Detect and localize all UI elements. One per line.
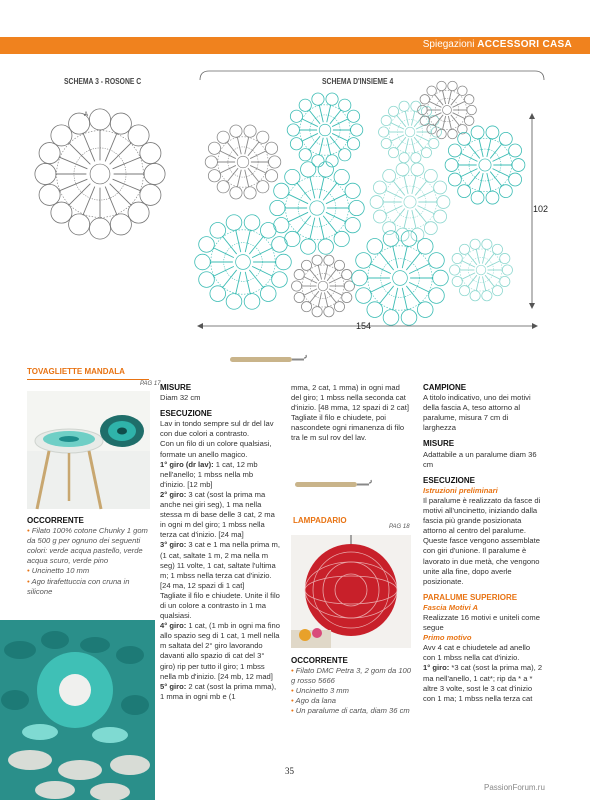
motifs-assembly-diagram (195, 90, 525, 320)
motif (418, 81, 477, 139)
motif (195, 215, 292, 310)
fascia-text: Realizzate 16 motivi e uniteli come segue (423, 612, 540, 633)
marker-a: A (84, 112, 89, 118)
campione-text: A titolo indicativo, uno dei motivi della fascia A, teso attorno al paralume, misura 7 cm di larghezza (423, 393, 531, 433)
primo-motivo-text: Avv 4 cat e chiudetele ad anello con 1 mbss nella cat d'inizio. (423, 643, 531, 663)
crochet-hook-icon (228, 353, 308, 367)
occorrente-2-item-3: • Ago da lana (291, 696, 337, 706)
occorrente-2 (291, 656, 411, 717)
occorrente-1-item-2: • Uncinetto 10 mm (27, 566, 90, 576)
esecuzione-heading: ESECUZIONE (160, 409, 213, 419)
insieme-label: SCHEMA D'INSIEME 4 (322, 77, 394, 86)
giro-3: 3° giro: 3 cat e 1 ma nella prima m, (1 cat, saltate 1 m, 2 ma nella m seg) 11 volte, 1 cat, saltate l'ultima m; 1 mbss nella terza cat d'inizio. [24 ma, 12 spazi di 1 cat] (160, 540, 280, 590)
giro-1: 1° giro (dr lav): 1 cat, 12 mb nell'anello; 1 mbss nella mb d'inizio. [12 mb] (160, 459, 258, 489)
column-4 (423, 383, 543, 704)
lampadario-title: LAMPADARIO (293, 516, 347, 525)
misure-text: Diam 32 cm (160, 393, 201, 403)
primo-giro-1: 1° giro: *3 cat (sost la prima ma), 2 ma nell'anello, 1 cat*; rip da * a * altre 3 volte, sost le 3 cat d'inizio con 1 ma; 1 mbss nella terza cat (423, 663, 543, 703)
column-2 (160, 383, 280, 702)
occorrente-2-title: OCCORRENTE (291, 656, 348, 665)
motif (292, 255, 355, 317)
misure-heading: MISURE (160, 383, 192, 392)
tovagliette-title: TOVAGLIETTE MANDALA (27, 367, 125, 376)
paralume-heading: PARALUME SUPERIORE (423, 592, 518, 602)
giro-4: 4° giro: 1 cat, (1 mb in ogni ma fino allo spazio seg di 1 cat, 1 mell nella m saltata del 2° giro lavorando davanti allo spazio di cat del 3° giro) rip per tutto il giro; 1 mbss nella mb d'inizio. [24 mb, 12 mad] (160, 621, 280, 681)
lampadario-photo (291, 535, 411, 648)
giro-2: 2° giro: 3 cat (sost la prima ma anche nei giri seg), 1 ma nella stessa m di base delle 3 cat, 2 ma in ogni m del giro; 1 mbss nella terza cat d'inizio. [24 ma] (160, 489, 275, 540)
occorrente-1-title: OCCORRENTE (27, 516, 84, 525)
height-dimension: 102 (533, 204, 549, 214)
giro-3b: Tagliate il filo e chiudete. Unite il filo di un colore a contrasto in 1 ma qualsiasi. (160, 590, 280, 621)
fascia-heading: Fascia Motivi A (423, 602, 478, 612)
page-number: 35 (285, 766, 294, 776)
esecuzione-2-heading: ESECUZIONE (423, 475, 476, 485)
schema3-label: SCHEMA 3 - ROSONE C (64, 77, 142, 86)
occorrente-2-item-1: • Filato DMC Petra 3, 2 gom da 100 g rosso 5666 (291, 666, 412, 686)
tovagliette-page-ref: PAG 17 (140, 381, 161, 387)
giro-5: 5° giro: 2 cat (sost la prima mma), 1 mma in ogni mb e (1 (160, 681, 277, 701)
motif (287, 93, 363, 167)
finishing-text: Tagliate il filo e chiudete, poi nascondete ogni rimanenza di filo tra le m sul rov del lav. (291, 413, 405, 443)
crochet-hook-icon (293, 478, 373, 492)
motif (352, 231, 449, 326)
esecuzione-p1: Lav in tondo sempre sul dr del lav con due colori a contrasto. (160, 419, 274, 439)
istruzioni-text: Il paralume è realizzato da fasce di motivi all'uncinetto, iniziando dalla fascia più grande posizionata attorno al centro del paralume. Queste fasce vengono assemblate con giri d'unione. Il paralume è lavorato in due metà, che vengono unite alla fine, dopo averle posizionate. (423, 495, 541, 586)
watermark: PassionForum.ru (484, 783, 545, 792)
header-title: Spiegazioni ACCESSORI CASA (422, 39, 572, 50)
occorrente-1-item-1: • Filato 100% cotone Chunky 1 gom da 500 g per ognuno dei seguenti colori: verde acqua pastello, verde acqua scuro, verde pino (27, 526, 148, 566)
motif (35, 109, 165, 239)
tovagliette-photo (27, 391, 150, 509)
yarn-photo (0, 620, 155, 800)
misure-2-text: Adattabile a un paralume diam 36 cm (423, 449, 537, 469)
misure-2-heading: MISURE (423, 439, 455, 449)
rosone-c-diagram (30, 92, 170, 252)
istruzioni-heading: Istruzioni preliminari (423, 485, 498, 495)
giro-5-cont: mma, 2 cat, 1 mma) in ogni mad del giro; 1 mbss nella seconda cat d'inizio. [48 mma, 12 spazi di 2 cat] (291, 383, 409, 413)
motif (445, 126, 525, 204)
lampadario-page-ref: PAG 18 (389, 524, 410, 530)
esecuzione-p2: Con un filo di un colore qualsiasi, formate un anello magico. (160, 439, 272, 459)
occorrente-1-item-3: • Ago tirafettuccia con cruna in silicone (27, 576, 130, 596)
primo-motivo-heading: Primo motivo (423, 633, 472, 643)
motif (205, 125, 281, 199)
width-dimension: 154 (356, 321, 372, 331)
occorrente-2-item-4: • Un paralume di carta, diam 36 cm (291, 706, 410, 716)
column-3 (291, 383, 411, 444)
motif (270, 162, 365, 255)
occorrente-2-item-2: • Uncinetto 3 mm (291, 686, 349, 696)
campione-heading: CAMPIONE (423, 383, 467, 392)
motif (370, 163, 450, 241)
motif (450, 239, 513, 301)
title-rule (27, 379, 149, 380)
occorrente-1 (27, 516, 152, 597)
